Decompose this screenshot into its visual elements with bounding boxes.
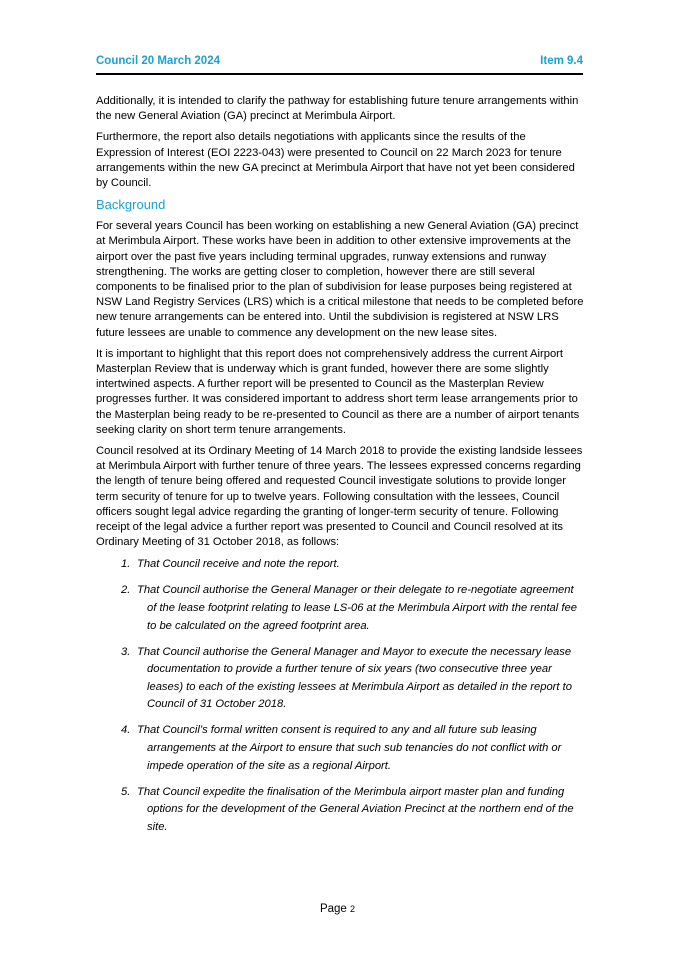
list-text: That Council authorise the General Manager and Mayor to execute the necessary lease documentation to provide a further tenure of six years (two consecutive three year leases) to each of the existing lessees at Merimbula Airport as detailed in the report to Council of 31 October 2018. [137, 645, 572, 711]
page-label: Page [319, 903, 347, 915]
list-text: That Council expedite the finalisation of the Merimbula airport master plan and funding options for the development of the General Aviation Precinct at the northern end of the site. [137, 785, 574, 833]
page-number: 2 [350, 904, 356, 914]
list-number: 4. [121, 724, 131, 737]
paragraph: Furthermore, the report also details negotiations with applicants since the results of the Expression of Interest (EOI 2223-043) were presented to Council on 22 March 2023 for tenure arrangements within the new GA precinct at Merimbula Airport that have not yet been considered by Council. [96, 131, 575, 190]
page-footer [0, 903, 675, 915]
list-text: That Council’s formal written consent is required to any and all future sub leasing arrangements at the Airport to ensure that such sub tenancies do not conflict with or impede operation of the site as a regional Airport. [137, 724, 562, 772]
list-item [96, 556, 584, 574]
list-item [96, 784, 584, 837]
paragraph: It is important to highlight that this report does not comprehensively address the current Airport Masterplan Review that is underway which is grant funded, however there are some slightly intertwined aspects. A further report will be presented to Council as the Masterplan Review progresses further. It was considered important to address short term lease arrangements prior to the Masterplan being ready to be re-presented to Council as there are a number of airport tenants seeking clarity on short term tenure arrangements. [96, 347, 580, 436]
list-item [96, 722, 584, 775]
document-body [96, 94, 584, 845]
paragraph: Council resolved at its Ordinary Meeting of 14 March 2018 to provide the existing landside lessees at Merimbula Airport with further tenure of three years. The lessees expressed concerns regarding the length of tenure being offered and requested Council investigate solutions to provide longer term security of tenure for up to twelve years. Following consultation with the lessees, Council officers sought legal advice regarding the granting of longer-term security of tenure. Following receipt of the legal advice a further report was presented to Council and Council resolved at its Ordinary Meeting of 31 October 2018, as follows: [96, 445, 583, 549]
resolution-list [96, 556, 584, 836]
list-item [96, 582, 584, 635]
page-header [96, 53, 583, 75]
list-number: 3. [121, 645, 131, 658]
section-heading: Background [96, 197, 166, 213]
paragraph: Additionally, it is intended to clarify the pathway for establishing future tenure arrangements within the new General Aviation (GA) precinct at Merimbula Airport. [96, 95, 579, 123]
meeting-date: Council 20 March 2024 [96, 55, 220, 67]
list-item [96, 644, 584, 714]
list-number: 2. [121, 584, 131, 597]
list-text: That Council receive and note the report. [137, 558, 340, 571]
list-number: 1. [121, 558, 131, 571]
item-number: Item 9.4 [540, 55, 583, 67]
paragraph: For several years Council has been working on establishing a new General Aviation (GA) precinct at Merimbula Airport. These works have been in addition to other extensive improvements at the airport over the past five years including terminal upgrades, runway extensions and runway strengthening. The works are getting closer to completion, however there are still several components to be finalised prior to the plan of subdivision for lease purposes being registered at NSW Land Registry Services (LRS) which is a critical milestone that needs to be completed before new tenure arrangements can be entered into. Until the subdivision is registered at NSW LRS future lessees are unable to commence any development on the new lease sites. [96, 220, 584, 339]
list-text: That Council authorise the General Manager or their delegate to re-negotiate agreement of the lease footprint relating to lease LS-06 at the Merimbula Airport with the rental fee to be calculated on the agreed footprint area. [137, 584, 577, 632]
list-number: 5. [121, 785, 131, 798]
